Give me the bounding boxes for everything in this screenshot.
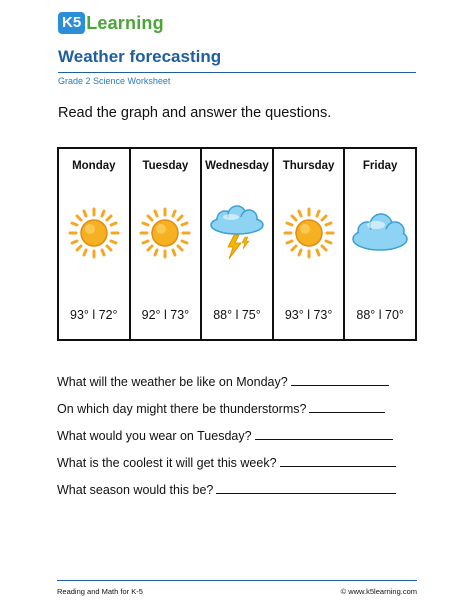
day-temperature: 92° l 73°	[141, 308, 190, 322]
day-name: Wednesday	[205, 160, 269, 172]
day-name: Friday	[362, 160, 398, 172]
thunderstorm-icon	[207, 205, 267, 261]
question-item	[57, 482, 417, 509]
forecast-day-wednesday	[202, 149, 274, 339]
sun-icon	[279, 205, 339, 261]
instructions: Read the graph and answer the questions.	[58, 105, 332, 121]
day-temperature: 93° l 72°	[70, 308, 118, 322]
sun-icon	[64, 205, 124, 261]
logo-k5-mark: K5	[58, 12, 85, 34]
day-temperature: 88° l 75°	[213, 308, 261, 322]
footer-website-link[interactable]: © www.k5learning.com	[340, 587, 417, 596]
question-item	[57, 401, 417, 428]
forecast-day-friday	[345, 149, 415, 339]
day-temperature: 88° l 70°	[356, 308, 404, 322]
day-name: Tuesday	[142, 160, 189, 172]
k5-learning-logo	[58, 10, 164, 36]
day-temperature: 93° l 73°	[284, 308, 333, 322]
question-text: What would you wear on Tuesday?	[57, 429, 252, 443]
page-subtitle: Grade 2 Science Worksheet	[58, 76, 171, 86]
forecast-day-monday	[59, 149, 131, 339]
forecast-day-tuesday	[131, 149, 203, 339]
header-divider	[58, 72, 416, 73]
question-text: What season would this be?	[57, 483, 214, 497]
forecast-day-thursday	[274, 149, 346, 339]
cloud-icon	[350, 205, 410, 261]
answer-blank[interactable]	[309, 401, 385, 413]
page-title: Weather forecasting	[58, 47, 222, 66]
day-name: Monday	[72, 160, 116, 172]
answer-blank[interactable]	[216, 482, 396, 494]
question-text: What is the coolest it will get this week?	[57, 456, 277, 470]
question-item	[57, 428, 417, 455]
sun-icon	[135, 205, 195, 261]
question-list	[57, 374, 417, 509]
forecast-table	[57, 147, 417, 341]
question-text: On which day might there be thunderstorms?	[57, 402, 307, 416]
question-item	[57, 455, 417, 482]
day-name: Thursday	[282, 160, 335, 172]
answer-blank[interactable]	[255, 428, 393, 440]
question-item	[57, 374, 417, 401]
logo-wordmark: Learning	[86, 12, 164, 33]
answer-blank[interactable]	[291, 374, 389, 386]
question-text: What will the weather be like on Monday?	[57, 375, 288, 389]
footer-tagline: Reading and Math for K-5	[57, 587, 143, 596]
answer-blank[interactable]	[280, 455, 396, 467]
footer-divider	[57, 580, 417, 581]
